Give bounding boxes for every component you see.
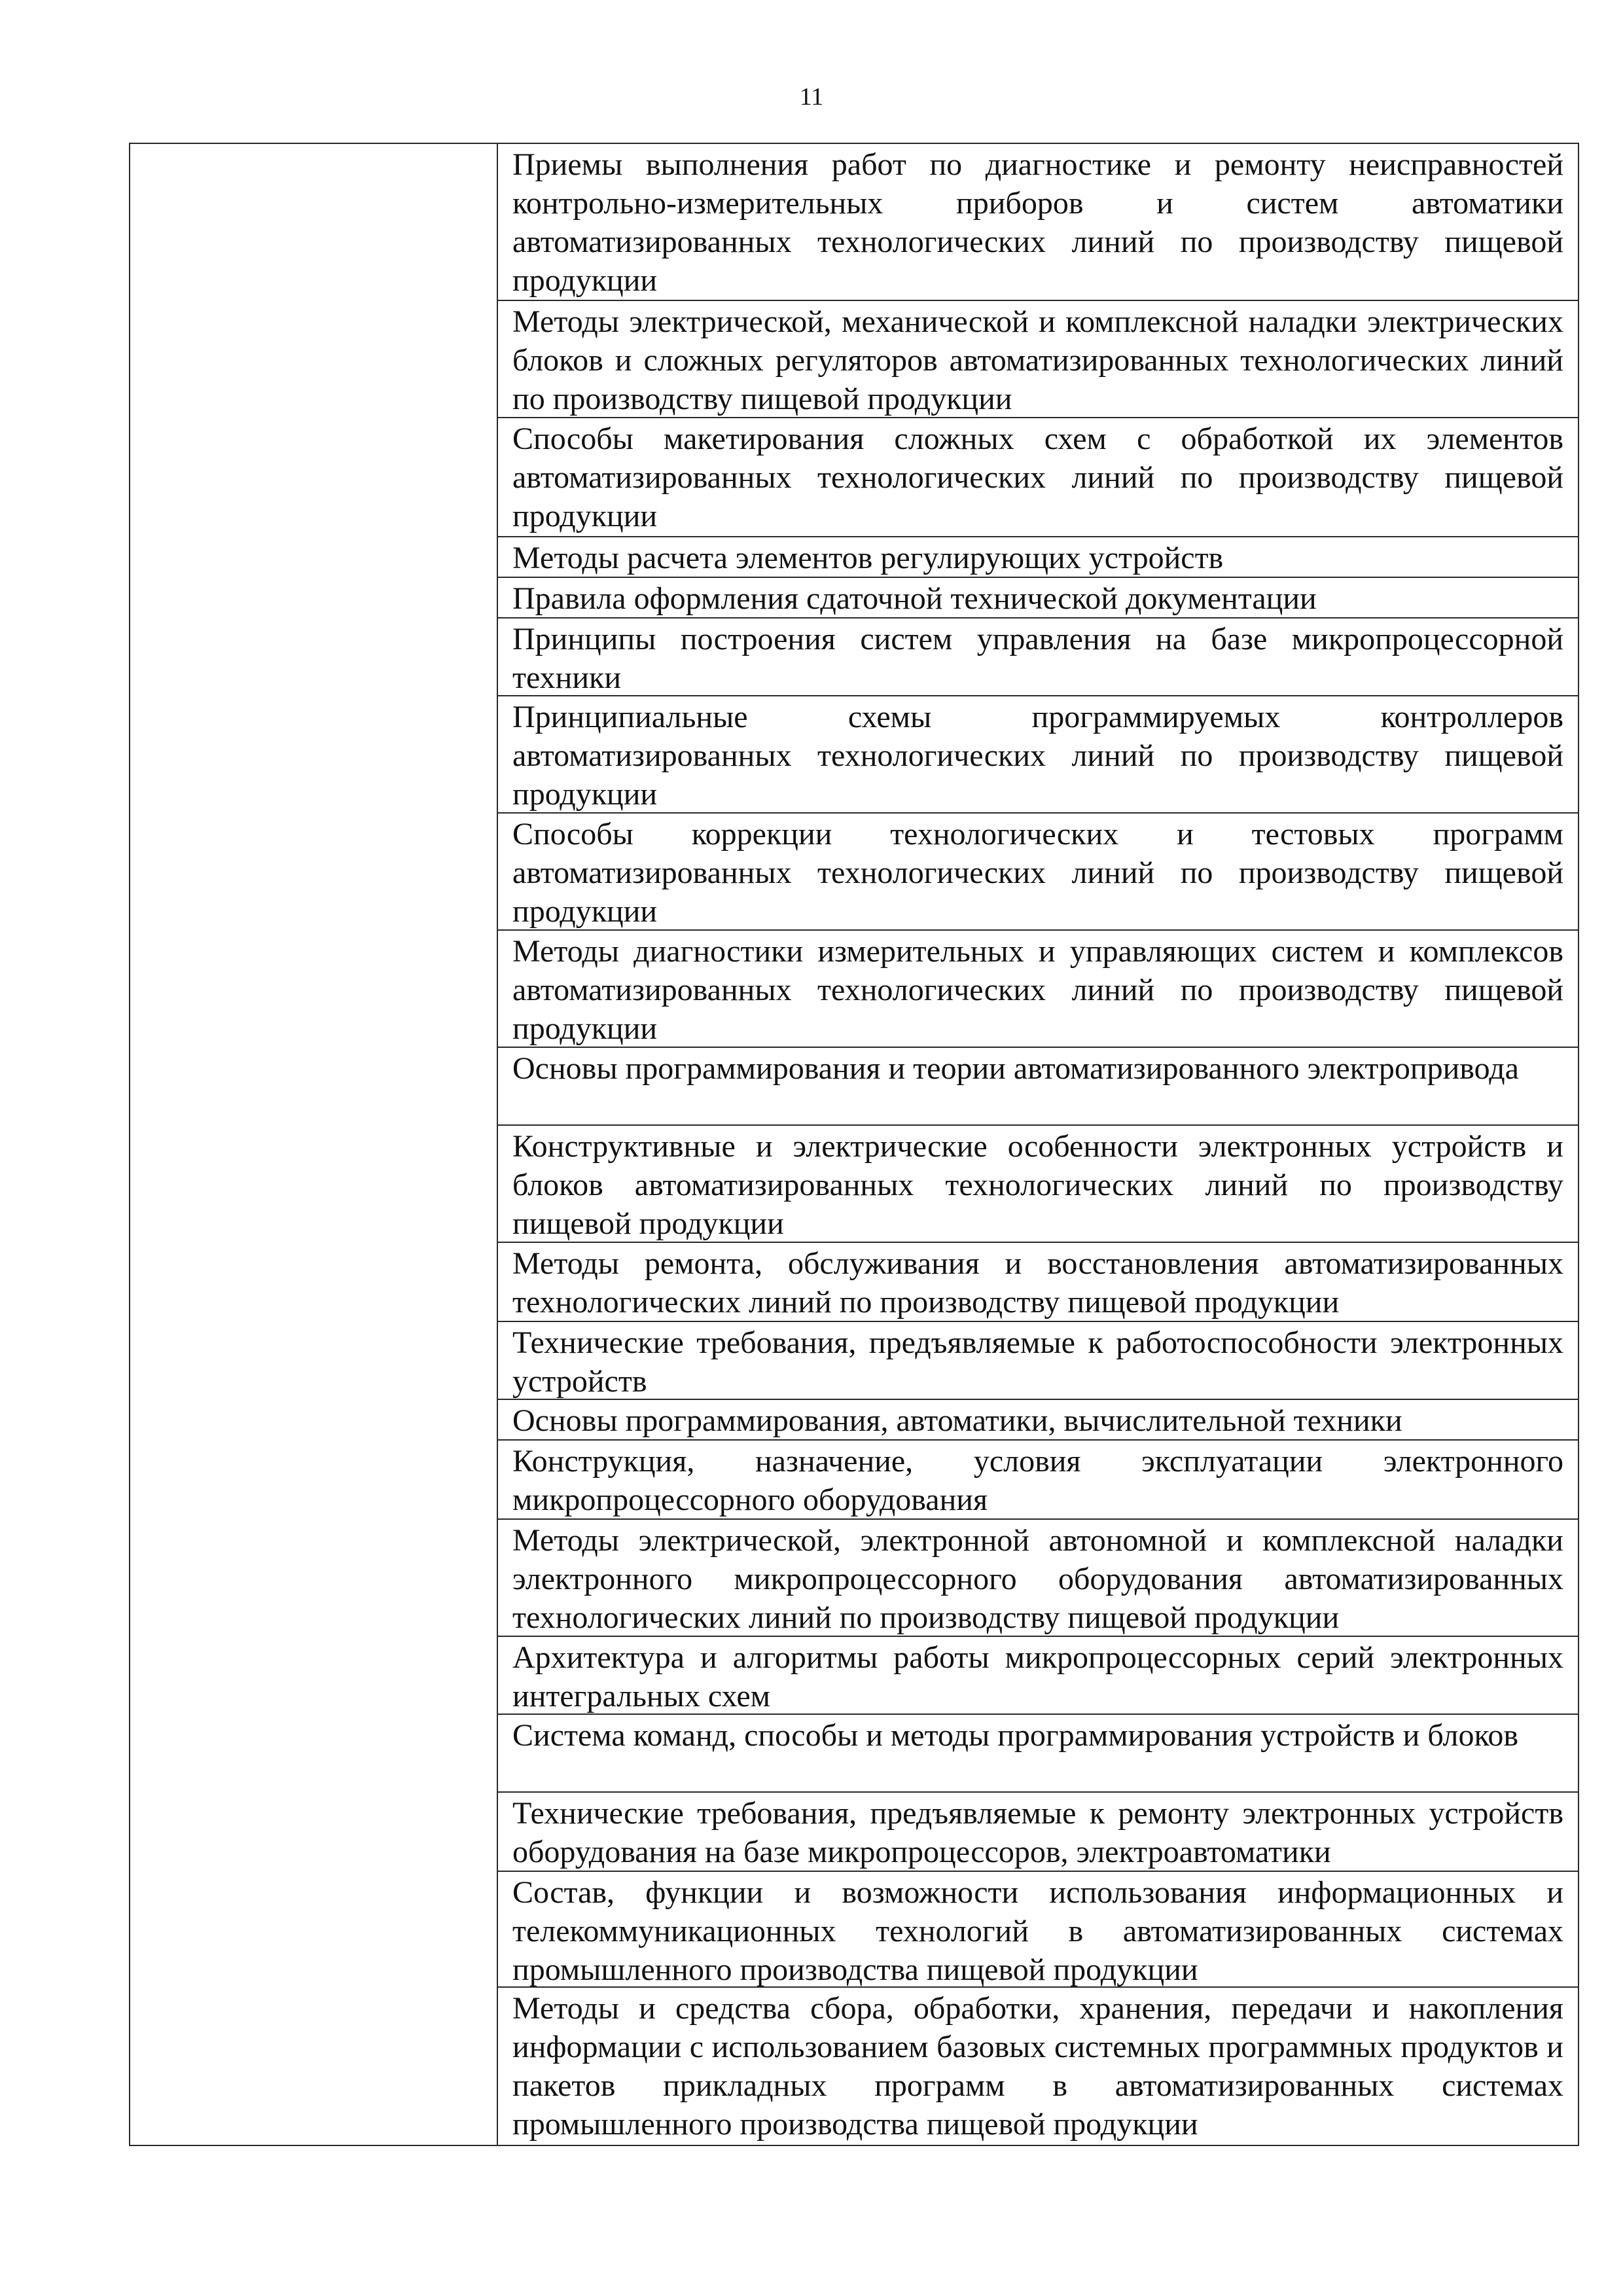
table-cell-text: Состав, функции и возможности использования информационных и телекоммуникационных технологий в автоматизированных системах промышленного производства пищевой продукции: [512, 1875, 1563, 1986]
table-cell-text: Методы расчета элементов регулирующих устройств: [512, 541, 1224, 575]
table-cell: [497, 1321, 1578, 1399]
table-cell: [497, 813, 1578, 930]
table-cell-text: Основы программирования и теории автоматизированного электропривода: [512, 1051, 1519, 1086]
table-cell-text: Способы макетирования сложных схем с обработкой их элементов автоматизированных технологических линий по производству пищевой продукции: [512, 422, 1563, 533]
table-row: [130, 143, 1578, 300]
table-cell: [497, 1047, 1578, 1125]
knowledge-table: [129, 143, 1579, 2146]
table-cell: [497, 618, 1578, 696]
table-cell: [497, 1871, 1578, 1987]
table-cell: [497, 1714, 1578, 1792]
table-cell-text: Принципы построения систем управления на базе микропроцессорной техники: [512, 622, 1563, 695]
table-cell-text: Методы и средства сбора, обработки, хранения, передачи и накопления информации с использованием базовых системных программных продуктов и пакетов прикладных программ в автоматизированных системах промышленного производства пищевой продукции: [512, 1991, 1563, 2142]
table-cell: [497, 1125, 1578, 1242]
table-cell-text: Основы программирования, автоматики, вычислительной техники: [512, 1403, 1402, 1438]
table-cell-text: Приемы выполнения работ по диагностике и ремонту неисправностей контрольно-измерительных приборов и систем автоматики автоматизированных технологических линий по производству пищевой продукции: [512, 147, 1563, 298]
table-cell: [497, 1987, 1578, 2145]
table-cell: [497, 696, 1578, 813]
table-cell-text: Система команд, способы и методы программирования устройств и блоков: [512, 1718, 1519, 1753]
table-cell: [497, 300, 1578, 418]
table-cell-text: Технические требования, предъявляемые к ремонту электронных устройств оборудования на базе микропроцессоров, электроавтоматики: [512, 1796, 1563, 1869]
table-cell-text: Архитектура и алгоритмы работы микропроцессорных серий электронных интегральных схем: [512, 1640, 1563, 1713]
table-cell-text: Способы коррекции технологических и тестовых программ автоматизированных технологических линий по производству пищевой продукции: [512, 817, 1563, 929]
table-cell: [497, 577, 1578, 618]
table-cell-text: Конструктивные и электрические особенности электронных устройств и блоков автоматизированных технологических линий по производству пищевой продукции: [512, 1129, 1563, 1241]
table-cell-text: Конструкция, назначение, условия эксплуатации электронного микропроцессорного оборудования: [512, 1444, 1563, 1517]
page-number: 11: [799, 83, 824, 111]
table-cell-text: Технические требования, предъявляемые к работоспособности электронных устройств: [512, 1325, 1563, 1399]
table-cell-text: Методы электрической, механической и комплексной наладки электрических блоков и сложных регуляторов автоматизированных технологических линий по производству пищевой продукции: [512, 304, 1563, 416]
table-cell: [497, 930, 1578, 1047]
table-cell: [497, 1636, 1578, 1714]
table-cell: [497, 537, 1578, 577]
table-cell: [497, 1440, 1578, 1519]
table-cell-text: Методы диагностики измерительных и управляющих систем и комплексов автоматизированных технологических линий по производству пищевой продукции: [512, 934, 1563, 1046]
table-cell-text: Методы электрической, электронной автономной и комплексной наладки электронного микропроцессорного оборудования автоматизированных технологических линий по производству пищевой продукции: [512, 1523, 1563, 1635]
table-cell: [497, 1242, 1578, 1321]
table-cell-text: Принципиальные схемы программируемых контроллеров автоматизированных технологических линий по производству пищевой продукции: [512, 700, 1563, 812]
table-cell: [497, 1519, 1578, 1636]
table-cell: [497, 418, 1578, 537]
table-cell: [497, 1792, 1578, 1871]
table-cell: [497, 143, 1578, 300]
table-cell-text: Правила оформления сдаточной технической документации: [512, 581, 1317, 616]
table-cell: [497, 1399, 1578, 1440]
table-left-cell: [130, 143, 497, 2145]
table-cell-text: Методы ремонта, обслуживания и восстановления автоматизированных технологических линий по производству пищевой продукции: [512, 1246, 1563, 1319]
